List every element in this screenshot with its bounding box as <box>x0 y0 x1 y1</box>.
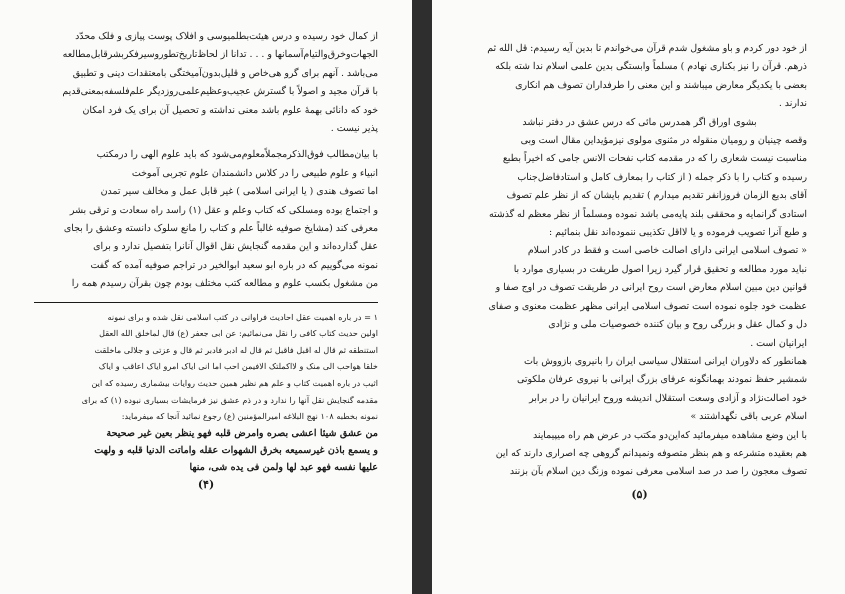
arabic-quotation <box>34 425 378 476</box>
right-page <box>432 0 845 594</box>
text-line: آقای بدیع الزمان فروزانفر تقدیم میدارم ) تقدیم بایشان که از نظر علم تصوف <box>506 190 807 202</box>
text-line: شمشیر حفظ نمودند بهمانگونه عرفای بزرگ ایرانی با نیروی عرفان ملکوتی <box>517 374 807 386</box>
text-line: عظمت خود جلوه نموده است تصوف اسلامی ایرانی مظهر عظمت معنوی و صفای <box>488 300 807 312</box>
left-body-paragraph-2 <box>34 146 378 293</box>
page-number-left: (۴) <box>197 477 215 491</box>
text-line: خلقا هواحب الی منک و لااکملتک الافیمن احب اما انی ایاک امرو ایاک اعاقب و ایاک <box>98 361 378 372</box>
text-line: من عشق شیئا اعشی بصره وامرض قلبه فهو ینظر بعین غیر صحیحة <box>106 427 378 439</box>
text-line: از خود دور کردم و باو مشغول شدم قرآن می‌خواندم تا بدین آیه رسیدم: قل الله ثم <box>487 43 807 54</box>
text-line: ایرانیان است . <box>750 337 807 349</box>
footnote <box>34 309 378 425</box>
text-line: مناسبت نیست شعاری را که در مقدمه کتاب نفحات الانس جامی که اخیراً بطبع <box>502 153 807 165</box>
text-line: هم بعقیده متشرعه و هم بنظر متصوفه ونمیدانم گروهی چه اصراری دارند که این <box>495 447 807 459</box>
text-line: معرفی کند (مشایخ صوفیه غالباً علم و کتاب را مانع سلوک دانسته وعشق را بجای <box>63 223 378 235</box>
left-body-paragraph-1 <box>34 28 378 138</box>
text-line: ندارند . <box>778 98 807 110</box>
text-line: ذرهم. قرآن را نیز بکناری نهادم ) مسلماً وابستگی بدین علمی اسلام ندا شته بلکه <box>495 61 807 73</box>
text-line: و یسمع باذن غیرسمیعه بخرق الشهوات عقله واماتت الدنیا قلبه و ولهت <box>94 444 378 456</box>
text-line: اولین حدیث کتاب کافی را نقل می‌نمائیم: عن ابی جعفر (ع) قال لماخلق الله العقل <box>99 328 378 339</box>
text-line: وقصه چینیان و رومیان منقوله در مثنوی مولوی نیزمؤیداین مقال است وبی <box>520 135 807 147</box>
text-line: الجهات‌وخرق‌والتیام‌آسمانها و . . . تدانا از لحاظ‌تاریخ‌تطور‌وسیر‌فکر‌بشر‌قابل‌مطالعه <box>62 49 378 61</box>
text-line: رسیده و کتاب را با ذکر جمله ( از کتاب را بمعارف کامل و استادفاضل‌جناب <box>517 171 807 183</box>
text-line: مقدمه گنجایش نقل آنها را ندارد و در ذم عشق نیز فرمایشات بسیاری نبوده (۱) که برای <box>81 394 378 405</box>
text-line: همانطور که دلاوران ایرانی استقلال سیاسی ایران را بانیروی بازووش بات <box>523 355 807 367</box>
right-body-paragraph-2 <box>472 132 807 482</box>
text-line: با قرآن مجید و اصولاً با گسترش عجیب‌وعظیم‌علمی‌روزدیگر علم‌فلسفه‌بمعنی‌قدیم <box>62 86 378 98</box>
text-line: می‌باشد . آنهم برای گرو هی‌خاص و قلیل‌بدون‌آمیختگی بامعتقدات دینی و تطبیق <box>72 67 378 79</box>
footnote-divider <box>34 302 378 303</box>
text-line: من مشغول بکسب علوم و مطالعه کتب مختلف بودم چون بقرآن رسیدم همه را <box>71 278 378 290</box>
text-line: تصوف معجون را صد در صد اسلامی معرفی نموده وزنگ دین اسلام بآن بزنند <box>509 466 807 478</box>
text-line: اما تصوف هندی ( یا ایرانی اسلامی ) غیر قابل عمل و مخالف سیر تمدن <box>100 186 378 198</box>
text-line: استادی گرانمایه و محققی بلند پایه‌می باشد نموده ومسلماً از نظر معظم له گذشته <box>488 208 807 220</box>
text-line: اثیب در باره اهمیت کتاب و علم هم نظیر همین حدیث روایات بیشماری رسیده که این <box>91 378 378 389</box>
text-line: علیها نفسه فهو عبد لها ولمن فی یده شی، منها <box>189 461 378 473</box>
right-body-paragraph-1 <box>472 40 807 114</box>
text-line: نباید مورد مطالعه و تحقیق قرار گیرد زیرا اصول طریقت در بسیاری موارد با <box>513 263 807 275</box>
text-line: قوانین دین مبین اسلام معارض است روح ایرانی در طریقت تصوف در اوج صفا و <box>495 282 807 294</box>
text-line: با این وضع مشاهده میفرمائید که‌این‌دو مکتب در عرض هم راه میپیمایند <box>532 429 807 441</box>
text-line: بعضی با یکدیگر معارض میباشند و این معنی را طرفداران تصوف هم انکاری <box>515 79 807 91</box>
page-number-right: (۵) <box>631 487 648 501</box>
text-line: خود که دانائی بهمهٔ علوم باشد معنی نداشته و تحصیل آن برای یک فرد امکان <box>82 104 378 116</box>
text-line: استنطقه ثم قال له اقبل فاقبل ثم قال له ادبر فادبر ثم قال و عزتی و جلالی ماخلقت <box>94 344 378 355</box>
text-line: نمونه بخطبه ۱۰۸ نهج البلاغه امیرالمؤمنین (ع) رجوع نمائید آنجا که میفرماید: <box>121 411 378 422</box>
text-line: انبیاء و علوم طبیعی را در کلاس دانشمندان علوم تجربی آموخت <box>131 167 378 179</box>
text-line: و اجتماع بوده ومسلکی که کتاب وعلم و عقل (۱) راسد راه سعادت و ترقی بشر <box>69 204 378 216</box>
text-line: « تصوف اسلامی ایرانی دارای اصالت خاصی است و فقط در کادر اسلام <box>527 245 807 257</box>
text-line: و طبع آنرا تصویب فرموده و یا لااقل تکذیبی ننموده‌اند نقل بنمائیم : <box>549 227 807 239</box>
text-line: ۱ = در باره اهمیت عقل احادیث فراوانی در کتب اسلامی نقل شده و برای نمونه <box>107 311 378 322</box>
text-line: خود اصالت‌نژاد و آزادی وسعت استقلال اندیشه وروح ایرانیان را در برابر <box>529 392 807 404</box>
text-line: با بیان‌مطالب فوق‌الذکر‌مجملاً‌معلوم‌می‌شود که باید علوم الهی را درمکتب <box>96 149 378 161</box>
book-gutter <box>412 0 432 594</box>
text-line: اسلام عربی باقی نگهداشتند » <box>690 411 807 423</box>
text-line: پذیر نیست . <box>330 123 378 135</box>
left-page <box>0 0 412 594</box>
text-line: نمونه می‌گوییم که در باره ابو سعید ابوالخیر در تراجم صوفیه آمده که گفت <box>90 259 378 271</box>
text-line: دل و کمال عقل و بزرگی روح و بیان کننده خصوصیات ملی و نژادی <box>548 319 807 331</box>
poem-verse: بشوی اوراق اگر همدرس مائی که درس عشق در دفتر نباشد <box>522 116 757 128</box>
text-line: عقل گذارده‌اند و این مقدمه گنجایش نقل اقوال آنانرا بتفصیل ندارد و برای <box>93 241 378 253</box>
text-line: از کمال خود رسیده و درس هیئت‌بطلمیوسی و افلاک پوست پیازی و فلک محدّد <box>75 31 378 42</box>
